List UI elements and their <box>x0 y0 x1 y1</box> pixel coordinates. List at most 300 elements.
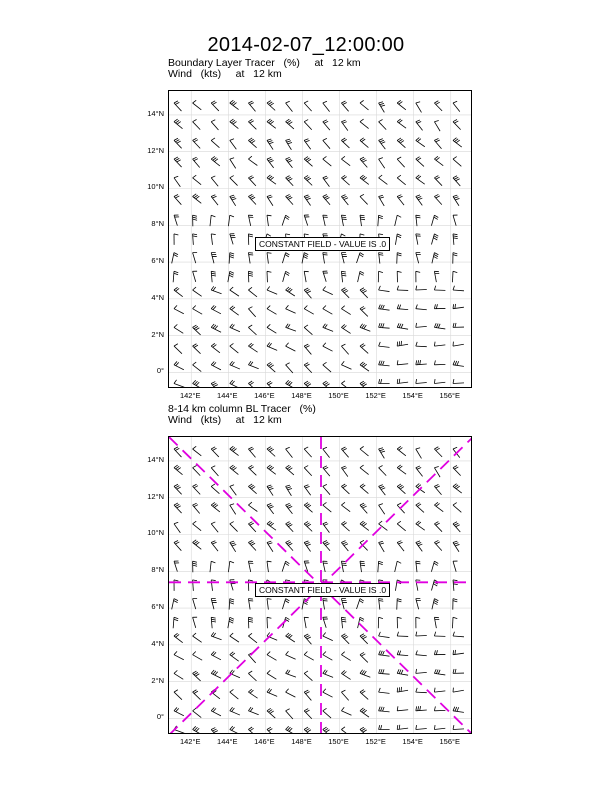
barb-flag <box>230 504 234 505</box>
barb-flag <box>453 304 454 308</box>
barb-shaft <box>453 290 464 291</box>
wind-barb <box>211 286 221 293</box>
barb-flag <box>325 670 328 674</box>
barb-shaft <box>282 599 285 610</box>
wind-barb <box>323 101 330 111</box>
wind-barb <box>174 344 182 354</box>
wind-barb <box>173 617 178 628</box>
wind-barb <box>397 725 408 730</box>
barb-flag <box>230 119 234 122</box>
barb-shaft <box>211 140 219 147</box>
barb-flag <box>326 730 330 732</box>
wind-barb <box>379 323 390 328</box>
barb-flag <box>288 142 292 143</box>
barb-flag <box>362 670 365 674</box>
barb-shaft <box>341 655 350 661</box>
barb-flag <box>248 361 251 365</box>
barb-flag <box>383 707 385 711</box>
barb-shaft <box>379 655 390 656</box>
wind-barb <box>193 484 201 494</box>
barb-flag <box>343 542 347 544</box>
barb-shaft <box>174 449 181 457</box>
barb-flag <box>436 177 440 179</box>
barb-shaft <box>323 673 333 677</box>
barb-flag <box>193 521 197 524</box>
wind-barb <box>230 306 239 315</box>
barb-shaft <box>397 159 404 167</box>
wind-barb <box>304 195 311 206</box>
wind-barb <box>341 138 349 148</box>
barb-shaft <box>304 178 312 186</box>
barb-shaft <box>378 561 379 572</box>
wind-barb <box>230 580 236 591</box>
barb-flag <box>399 651 401 655</box>
wind-barb <box>267 286 277 294</box>
barb-shaft <box>248 449 255 457</box>
wind-barb <box>286 157 293 167</box>
barb-flag <box>341 120 345 122</box>
wind-barb <box>267 708 275 718</box>
barb-flag <box>287 324 290 328</box>
wind-barb <box>267 670 276 679</box>
barb-flag <box>269 161 273 163</box>
wind-barb <box>341 634 349 644</box>
barb-flag <box>267 447 271 449</box>
barb-flag <box>417 504 421 506</box>
barb-flag <box>248 522 252 524</box>
barb-shaft <box>230 692 239 699</box>
barb-flag <box>383 323 384 327</box>
barb-shaft <box>379 122 387 130</box>
barb-flag <box>177 506 181 508</box>
barb-shaft <box>397 178 405 185</box>
barb-flag <box>211 215 215 217</box>
wind-barb <box>323 522 330 532</box>
barb-flag <box>289 468 293 471</box>
barb-shaft <box>434 197 441 205</box>
wind-barb <box>211 101 219 111</box>
barb-shaft <box>193 543 202 550</box>
wind-barb <box>211 728 218 734</box>
barb-flag <box>286 709 290 711</box>
wind-barb <box>174 633 183 642</box>
barb-shaft <box>453 636 464 637</box>
barb-flag <box>230 139 234 141</box>
barb-flag <box>193 580 197 581</box>
wind-barb <box>304 690 311 700</box>
barb-flag <box>360 465 364 468</box>
barb-flag <box>323 306 326 309</box>
barb-flag <box>193 138 197 140</box>
barb-flag <box>175 448 179 450</box>
wind-barb <box>174 324 183 333</box>
wind-barb <box>304 101 311 111</box>
wind-barb <box>453 379 464 383</box>
barb-flag <box>363 730 367 732</box>
wind-barb <box>434 669 445 675</box>
barb-flag <box>323 362 327 365</box>
wind-barb <box>174 670 183 679</box>
barb-flag <box>174 447 178 449</box>
barb-flag <box>193 633 196 636</box>
barb-flag <box>453 601 457 602</box>
barb-shaft <box>341 505 350 512</box>
barb-flag <box>174 255 178 257</box>
barb-flag <box>434 601 438 603</box>
wind-barb <box>453 286 464 291</box>
x-tick-label: 148°E <box>291 737 312 746</box>
wind-barb <box>323 727 331 734</box>
barb-flag <box>230 271 234 273</box>
barb-flag <box>325 197 329 199</box>
wind-barb <box>211 343 220 352</box>
barb-flag <box>360 652 364 654</box>
barb-flag <box>287 523 291 525</box>
wind-barb <box>416 157 424 167</box>
wind-barb <box>210 561 215 572</box>
barb-flag <box>287 141 291 142</box>
wind-barb <box>230 176 238 186</box>
barb-flag <box>174 619 178 620</box>
barb-shaft <box>172 253 174 264</box>
barb-flag <box>212 542 216 544</box>
barb-flag <box>323 689 326 692</box>
barb-flag <box>454 523 458 525</box>
wind-barb <box>230 287 239 296</box>
barb-shaft <box>174 309 184 314</box>
barb-flag <box>416 215 420 216</box>
wind-barb <box>323 381 331 388</box>
wind-barb <box>453 725 464 729</box>
barb-shaft <box>248 327 256 334</box>
barb-flag <box>268 141 272 142</box>
wind-barb <box>286 540 293 550</box>
barb-flag <box>361 505 365 507</box>
barb-flag <box>433 238 437 240</box>
barb-flag <box>193 362 197 365</box>
barb-shaft <box>193 486 201 494</box>
barb-flag <box>380 197 384 198</box>
barb-shaft <box>286 655 296 660</box>
wind-barb <box>267 503 274 513</box>
barb-shaft <box>304 711 312 719</box>
barb-flag <box>304 195 308 197</box>
barb-flag <box>306 290 310 292</box>
barb-flag <box>453 236 457 237</box>
barb-flag <box>455 544 459 545</box>
barb-shaft <box>341 346 348 354</box>
wind-barb <box>267 541 273 552</box>
barb-shaft <box>304 468 312 476</box>
barb-shaft <box>453 122 461 130</box>
wind-barb <box>341 271 346 282</box>
barb-shaft <box>248 468 256 476</box>
wind-barb <box>341 253 347 264</box>
barb-flag <box>286 485 290 486</box>
wind-barb <box>304 325 312 335</box>
barb-shaft <box>211 636 221 640</box>
wind-barb <box>304 363 312 373</box>
barb-flag <box>455 304 456 308</box>
wind-barb <box>172 599 178 610</box>
barb-flag <box>434 379 435 383</box>
barb-flag <box>251 487 255 489</box>
barb-flag <box>379 175 383 178</box>
barb-flag <box>251 197 255 199</box>
barb-flag <box>397 669 399 673</box>
barb-flag <box>286 503 290 505</box>
wind-barb <box>211 617 216 628</box>
wind-barb <box>341 101 348 111</box>
barb-flag <box>212 196 216 198</box>
wind-barb <box>341 306 350 315</box>
wind-barb <box>397 484 405 494</box>
barb-shaft <box>453 690 464 692</box>
barb-shaft <box>416 383 427 384</box>
barb-flag <box>304 255 308 257</box>
barb-flag <box>288 488 292 489</box>
wind-barb <box>282 253 289 264</box>
barb-flag <box>341 381 345 384</box>
wind-barb <box>230 541 236 552</box>
barb-shaft <box>173 617 174 628</box>
barb-flag <box>341 466 345 468</box>
barb-flag <box>267 599 271 600</box>
wind-barb <box>341 561 346 572</box>
barb-flag <box>416 195 420 197</box>
barb-flag <box>416 360 417 364</box>
barb-flag <box>304 652 307 655</box>
barb-flag <box>287 196 291 198</box>
barb-shaft <box>360 636 368 644</box>
barb-flag <box>379 120 383 122</box>
wind-barb <box>341 344 348 354</box>
barb-flag <box>361 691 365 693</box>
barb-flag <box>286 215 290 217</box>
wind-barb <box>304 541 311 552</box>
barb-shaft <box>193 365 202 372</box>
wind-barb <box>174 540 181 550</box>
wind-barb <box>323 176 330 186</box>
barb-shaft <box>304 449 311 457</box>
barb-flag <box>324 728 328 730</box>
wind-barb <box>397 465 406 474</box>
barb-flag <box>323 708 327 711</box>
barb-shaft <box>211 122 218 130</box>
wind-barb <box>341 215 346 226</box>
wind-barb <box>357 253 364 263</box>
wind-barb <box>416 599 421 610</box>
barb-shaft <box>174 178 180 187</box>
barb-shaft <box>304 159 312 166</box>
barb-flag <box>361 654 365 656</box>
barb-flag <box>360 503 364 505</box>
barb-flag <box>286 363 290 365</box>
barb-shaft <box>172 599 174 610</box>
barb-shaft <box>193 178 202 185</box>
barb-flag <box>383 651 385 655</box>
wind-barb <box>193 726 203 734</box>
barb-shaft <box>304 103 311 111</box>
barb-flag <box>230 257 234 258</box>
barb-flag <box>341 707 344 711</box>
barb-flag <box>230 253 234 254</box>
barb-flag <box>360 271 364 273</box>
barb-shaft <box>304 486 311 495</box>
wind-barb <box>397 157 404 167</box>
barb-flag <box>434 234 438 236</box>
barb-flag <box>305 346 309 348</box>
barb-shaft <box>434 345 445 346</box>
barb-shaft <box>211 159 220 166</box>
barb-shaft <box>304 365 312 373</box>
barb-shaft <box>416 122 423 131</box>
barb-flag <box>380 486 384 488</box>
barb-flag <box>287 505 291 507</box>
wind-barb <box>453 503 461 513</box>
barb-flag <box>400 487 404 489</box>
wind-barb <box>397 617 401 628</box>
barb-flag <box>323 522 327 524</box>
wind-barb <box>341 195 348 205</box>
barb-flag <box>323 652 326 655</box>
wind-barb <box>416 215 421 226</box>
barb-shaft <box>323 178 330 187</box>
barb-flag <box>361 383 365 385</box>
barb-flag <box>342 275 346 276</box>
barb-flag <box>418 706 419 710</box>
wind-barb <box>193 652 203 661</box>
barb-shaft <box>248 309 255 317</box>
barb-shaft <box>360 290 368 298</box>
barb-flag <box>174 101 178 103</box>
wind-barb <box>230 158 236 169</box>
wind-barb <box>453 342 464 346</box>
barb-flag <box>193 217 197 218</box>
wind-barb <box>304 521 312 531</box>
barb-flag <box>341 652 344 655</box>
wind-barb <box>397 706 408 710</box>
barb-flag <box>285 273 289 275</box>
barb-flag <box>286 651 289 654</box>
wind-barb <box>341 670 350 679</box>
barb-flag <box>211 484 215 486</box>
barb-flag <box>287 159 291 161</box>
wind-barb <box>452 271 457 282</box>
barb-flag <box>416 102 420 103</box>
wind-barb <box>341 361 351 369</box>
wind-barb <box>416 541 423 552</box>
wind-barb <box>267 157 274 167</box>
wind-barb <box>397 175 405 185</box>
barb-flag <box>416 688 417 692</box>
wind-barb <box>304 139 311 149</box>
barb-flag <box>211 561 215 563</box>
barb-flag <box>177 122 181 125</box>
barb-flag <box>230 603 234 604</box>
barb-flag <box>397 632 398 636</box>
barb-flag <box>248 287 252 290</box>
barb-flag <box>230 465 234 468</box>
wind-barb <box>248 271 253 282</box>
barb-flag <box>177 141 181 143</box>
wind-barb <box>434 271 439 282</box>
barb-shaft <box>341 290 349 298</box>
wind-barb <box>360 521 369 530</box>
barb-flag <box>248 727 252 730</box>
wind-barb <box>193 175 202 185</box>
barb-shaft <box>416 140 425 146</box>
barb-flag <box>381 651 383 655</box>
barb-flag <box>174 138 178 140</box>
barb-flag <box>213 158 217 161</box>
barb-flag <box>378 563 382 564</box>
wind-barb <box>416 360 427 365</box>
wind-barb <box>453 304 464 309</box>
wind-barb <box>230 446 239 455</box>
wind-barb <box>360 670 370 678</box>
barb-shaft <box>193 271 196 282</box>
barb-shaft <box>304 617 306 628</box>
wind-barb <box>248 234 252 245</box>
barb-flag <box>304 727 308 729</box>
barb-shaft <box>282 253 285 264</box>
barb-flag <box>379 601 383 602</box>
barb-flag <box>304 253 308 255</box>
barb-flag <box>248 307 252 309</box>
barb-flag <box>436 523 440 525</box>
barb-shaft <box>267 655 276 661</box>
barb-shaft <box>248 486 256 493</box>
barb-flag <box>381 488 385 490</box>
wind-barb <box>360 288 368 298</box>
wind-barb <box>379 725 390 729</box>
barb-flag <box>194 691 198 693</box>
wind-barb <box>193 380 203 388</box>
barb-shaft <box>286 449 293 458</box>
barb-shaft <box>323 524 330 533</box>
barb-flag <box>379 379 380 383</box>
barb-shaft <box>416 505 424 512</box>
barb-shaft <box>397 543 404 552</box>
barb-flag <box>231 197 235 198</box>
barb-flag <box>307 505 311 508</box>
wind-barb <box>379 485 386 495</box>
wind-barb <box>228 271 234 282</box>
wind-barb <box>211 599 217 610</box>
barb-flag <box>304 521 308 523</box>
x-tick-label: 154°E <box>402 391 423 400</box>
barb-shaft <box>267 561 268 572</box>
barb-flag <box>230 522 234 524</box>
barb-shaft <box>416 178 425 184</box>
barb-flag <box>343 523 347 525</box>
barb-flag <box>285 600 289 602</box>
barb-flag <box>361 345 365 347</box>
barb-flag <box>286 324 289 328</box>
barb-flag <box>193 215 197 216</box>
barb-flag <box>195 674 199 676</box>
wind-barb <box>211 670 221 678</box>
wind-barb <box>211 632 221 639</box>
barb-flag <box>248 619 252 620</box>
wind-barb <box>211 382 218 388</box>
barb-flag <box>230 633 233 636</box>
barb-flag <box>361 219 365 220</box>
wind-barb <box>323 362 331 372</box>
barb-flag <box>434 217 438 219</box>
wind-barb <box>248 307 255 317</box>
